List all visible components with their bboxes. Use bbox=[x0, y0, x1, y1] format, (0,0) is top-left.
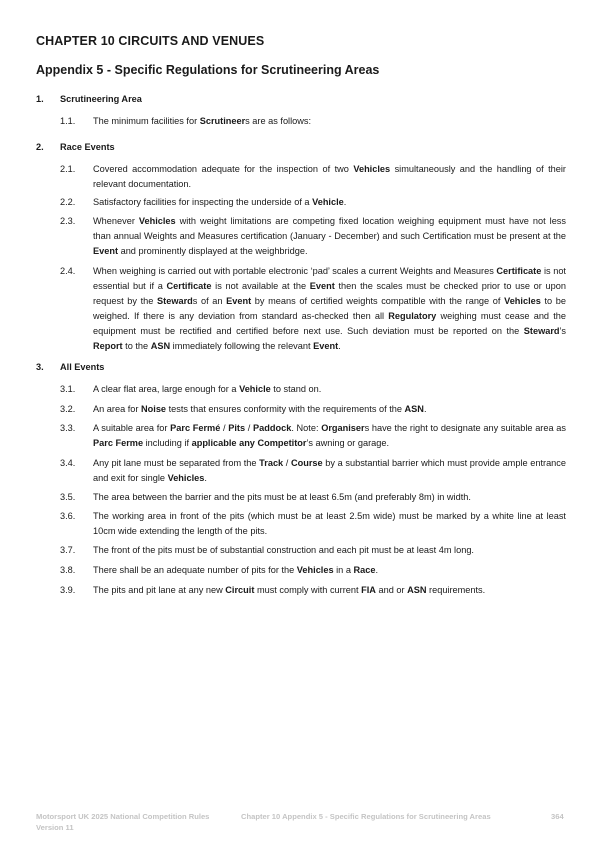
clause bbox=[60, 195, 566, 210]
clause bbox=[60, 214, 566, 259]
clause-text: The pits and pit lane at any new Circuit must comply with current FIA and or ASN requirements. bbox=[93, 585, 486, 595]
footer-page-number: 364 bbox=[551, 812, 564, 821]
section-heading bbox=[36, 142, 115, 152]
footer-version: Version 11 bbox=[36, 823, 74, 832]
footer-chapter-title: Chapter 10 Appendix 5 - Specific Regulations for Scrutineering Areas bbox=[241, 812, 491, 821]
clause-text: A suitable area for Parc Fermé / Pits / Paddock. Note: Organisers have the right to designate any suitable area as Parc Ferme including if applicable any Competitor’s awning or garage. bbox=[93, 423, 566, 448]
clause-number: 1.1. bbox=[60, 116, 76, 126]
clause-number: 3.6. bbox=[60, 511, 76, 521]
clause bbox=[60, 114, 566, 129]
clause-number: 3.7. bbox=[60, 545, 76, 555]
section-number: 2. bbox=[36, 142, 44, 152]
clause bbox=[60, 421, 566, 451]
clause-number: 3.3. bbox=[60, 423, 76, 433]
footer-rules-title: Motorsport UK 2025 National Competition Rules bbox=[36, 812, 210, 821]
clause-number: 2.2. bbox=[60, 197, 76, 207]
clause-text: Whenever Vehicles with weight limitations are competing fixed location weighing equipment must have not less than annual Weights and Measures certification (January - December) and such Certification must be present at the Event and prominently displayed at the weighbridge. bbox=[93, 216, 566, 256]
clause-text: The minimum facilities for Scrutineers are as follows: bbox=[93, 116, 312, 126]
clause bbox=[60, 456, 566, 486]
clause-number: 3.1. bbox=[60, 384, 76, 394]
clause bbox=[60, 402, 566, 417]
section-title: Scrutineering Area bbox=[60, 94, 142, 104]
clause bbox=[60, 382, 566, 397]
clause-number: 2.4. bbox=[60, 266, 76, 276]
clause-number: 2.3. bbox=[60, 216, 76, 226]
section-heading bbox=[36, 362, 104, 372]
clause-number: 3.2. bbox=[60, 404, 76, 414]
clause bbox=[60, 563, 566, 578]
section-title: Race Events bbox=[60, 142, 115, 152]
clause bbox=[60, 583, 566, 598]
clause bbox=[60, 509, 566, 539]
clause bbox=[60, 264, 566, 354]
clause-number: 3.9. bbox=[60, 585, 76, 595]
clause-number: 3.5. bbox=[60, 492, 76, 502]
section-number: 1. bbox=[36, 94, 44, 104]
clause-text: An area for Noise tests that ensures conformity with the requirements of the ASN. bbox=[93, 404, 427, 414]
clause-text: Covered accommodation adequate for the inspection of two Vehicles simultaneously and the handling of their relevant documentation. bbox=[93, 164, 566, 189]
clause-text: The working area in front of the pits (which must be at least 2.5m wide) must be marked by a white line at least 10cm wide extending the length of the pits. bbox=[93, 511, 566, 536]
clause bbox=[60, 543, 566, 558]
section-heading bbox=[36, 94, 142, 104]
appendix-title: Appendix 5 - Specific Regulations for Scrutineering Areas bbox=[36, 63, 380, 77]
section-title: All Events bbox=[60, 362, 105, 372]
clause-text: There shall be an adequate number of pits for the Vehicles in a Race. bbox=[93, 565, 379, 575]
clause-text: When weighing is carried out with portable electronic ‘pad’ scales a current Weights and Measures Certificate is not essential but if a Certificate is not available at the Event then the scales must be checked prior to use or upon request by the Stewards of an Event by means of certified weights compatible with the range of Vehicles to be weighed. If there is any deviation from standard as-checked then all Regulatory weighing must cease and the equipment must be rectified and certified before next use. Such deviation must be reported on the Steward’s Report to the ASN immediately following the relevant Event. bbox=[93, 266, 567, 351]
footer-left bbox=[36, 811, 209, 833]
clause-number: 3.4. bbox=[60, 458, 76, 468]
clause-text: A clear flat area, large enough for a Vehicle to stand on. bbox=[93, 384, 322, 394]
clause bbox=[60, 162, 566, 192]
clause-text: Satisfactory facilities for inspecting the underside of a Vehicle. bbox=[93, 197, 347, 207]
clause-number: 3.8. bbox=[60, 565, 76, 575]
clause-text: Any pit lane must be separated from the Track / Course by a substantial barrier which must provide ample entrance and exit for single Vehicles. bbox=[93, 458, 566, 483]
chapter-title: CHAPTER 10 CIRCUITS AND VENUES bbox=[36, 34, 265, 48]
clause-text: The front of the pits must be of substantial construction and each pit must be at least 4m long. bbox=[93, 545, 474, 555]
clause-number: 2.1. bbox=[60, 164, 76, 174]
clause bbox=[60, 490, 566, 505]
section-number: 3. bbox=[36, 362, 44, 372]
clause-text: The area between the barrier and the pits must be at least 6.5m (and preferably 8m) in width. bbox=[93, 492, 471, 502]
